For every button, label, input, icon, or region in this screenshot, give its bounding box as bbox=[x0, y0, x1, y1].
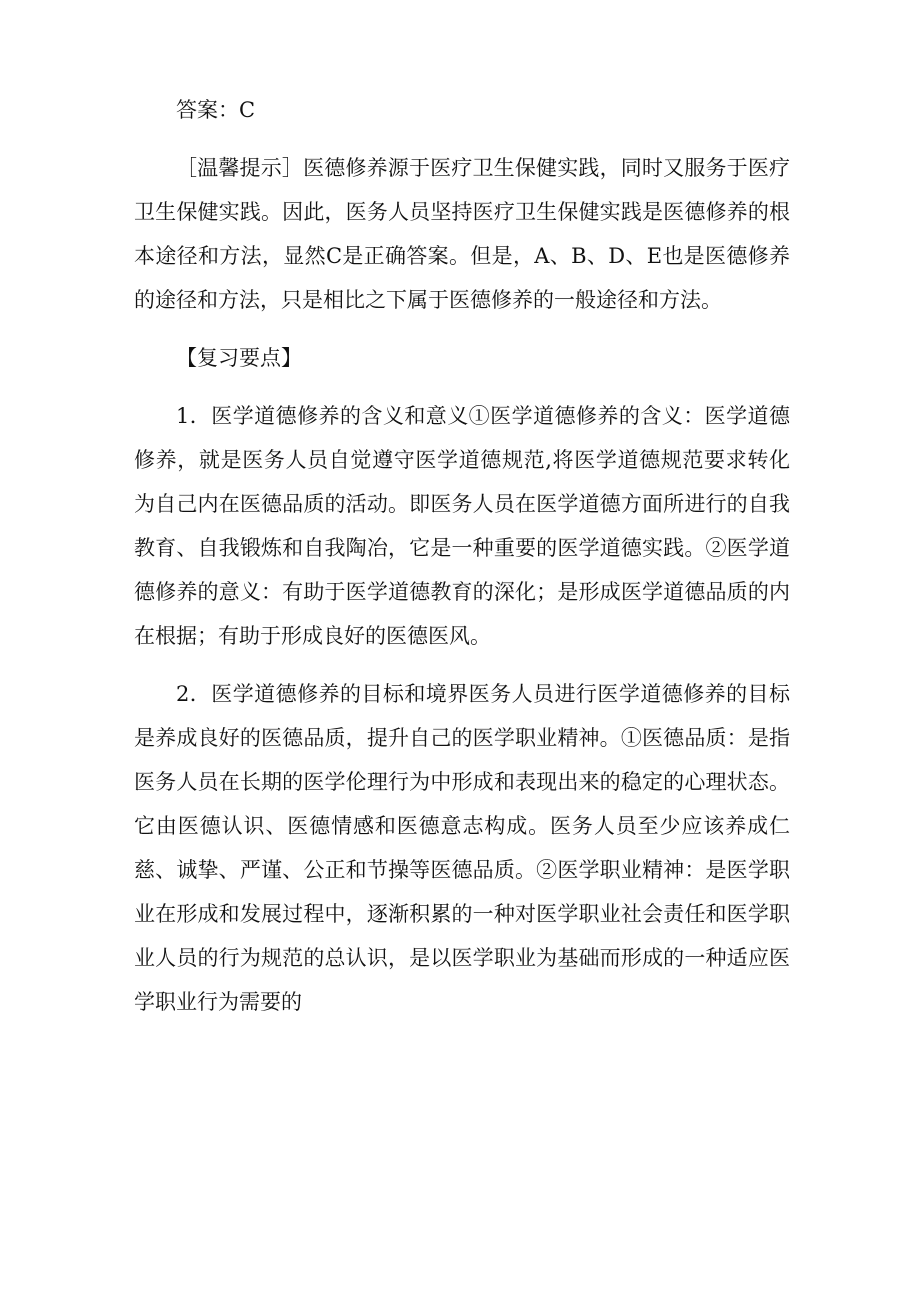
document-body bbox=[134, 88, 790, 1024]
review-heading: 【复习要点】 bbox=[176, 346, 302, 370]
answer-line: 答案：C bbox=[176, 98, 256, 122]
point-1-paragraph: 1．医学道德修养的含义和意义①医学道德修养的含义：医学道德修养，就是医务人员自觉遵守医学道德规范,将医学道德规范要求转化为自己内在医德品质的活动。即医务人员在医学道德方面所进行的自我教育、自我锻炼和自我陶冶，它是一种重要的医学道德实践。②医学道德修养的意义：有助于医学道德教育的深化；是形成医学道德品质的内在根据；有助于形成良好的医德医风。 bbox=[134, 404, 790, 648]
tip-paragraph: ［温馨提示］医德修养源于医疗卫生保健实践，同时又服务于医疗卫生保健实践。因此，医务人员坚持医疗卫生保健实践是医德修养的根本途径和方法，显然C是正确答案。但是，A、B、D、E也是医德修养的途径和方法，只是相比之下属于医德修养的一般途径和方法。 bbox=[134, 156, 790, 312]
point-2-paragraph: 2．医学道德修养的目标和境界医务人员进行医学道德修养的目标是养成良好的医德品质，提升自己的医学职业精神。①医德品质：是指医务人员在长期的医学伦理行为中形成和表现出来的稳定的心理状态。它由医德认识、医德情感和医德意志构成。医务人员至少应该养成仁慈、诚挚、严谨、公正和节操等医德品质。②医学职业精神：是医学职业在形成和发展过程中，逐渐积累的一种对医学职业社会责任和医学职业人员的行为规范的总认识，是以医学职业为基础而形成的一种适应医学职业行为需要的 bbox=[134, 682, 790, 1014]
